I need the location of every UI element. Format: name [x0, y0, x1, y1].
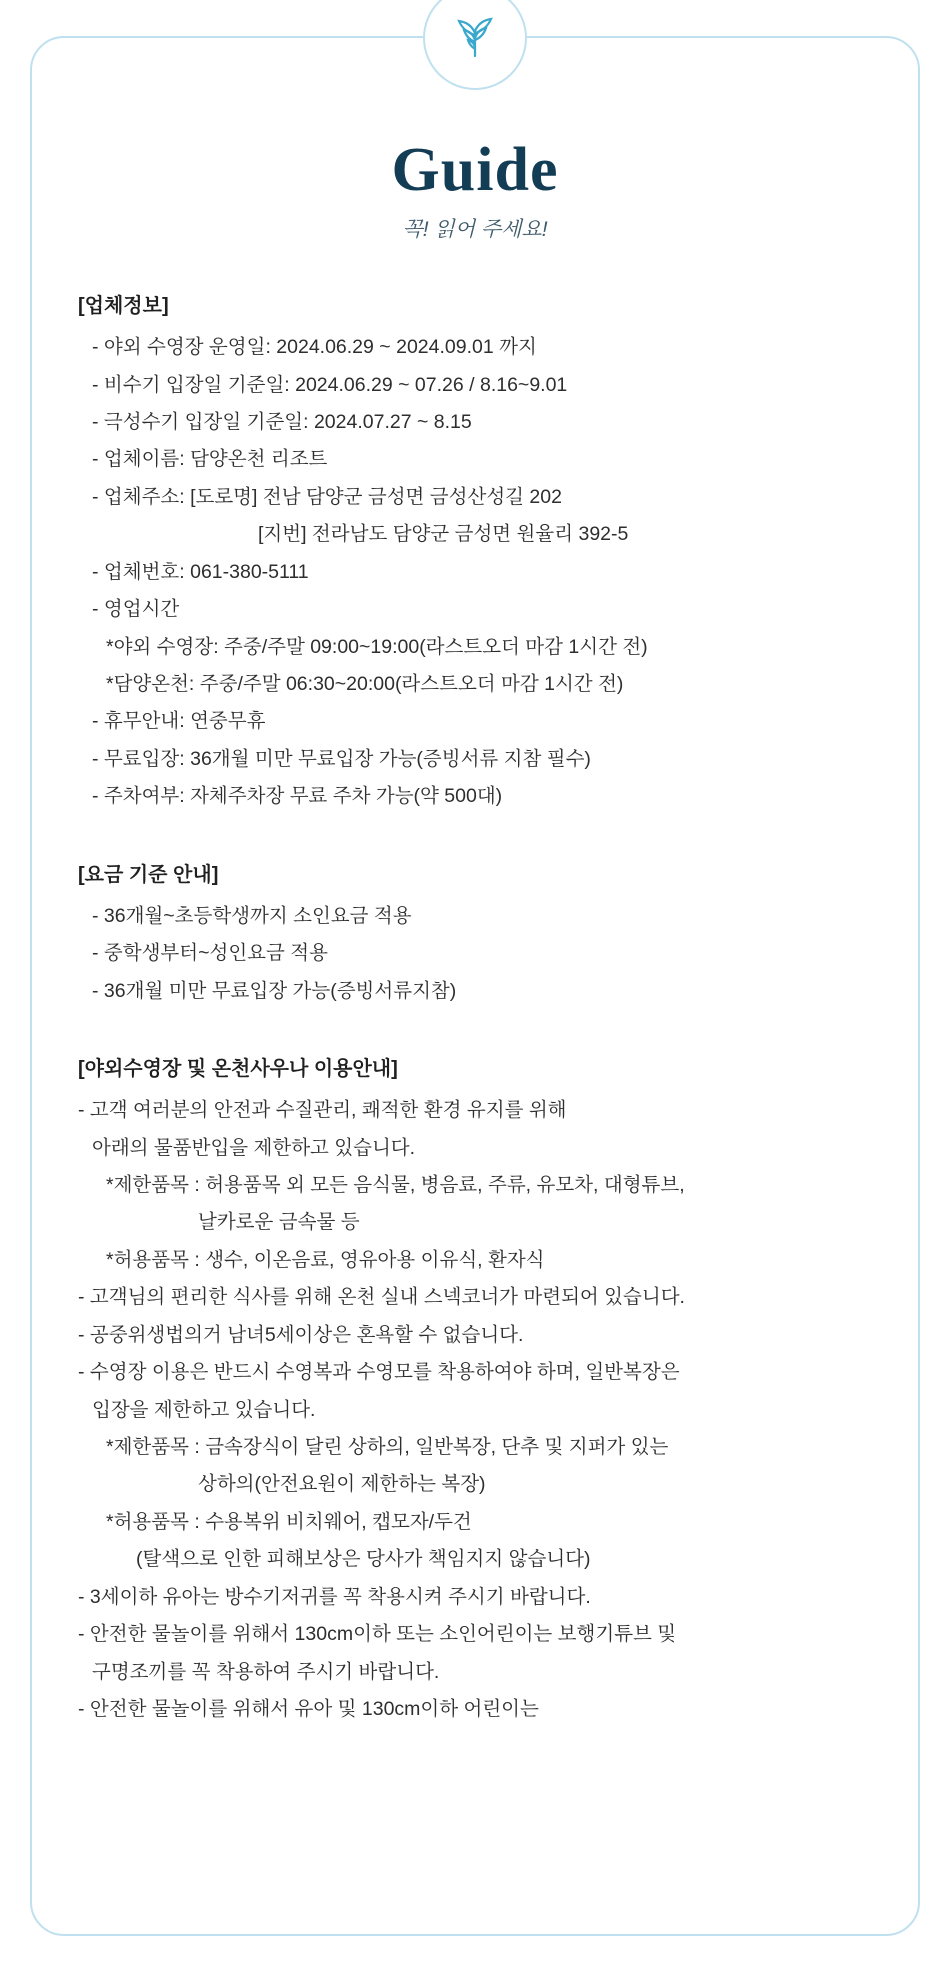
- info-line: - 36개월 미만 무료입장 가능(증빙서류지참): [92, 979, 457, 1002]
- info-line: - 36개월~초등학생까지 소인요금 적용: [92, 904, 412, 927]
- info-line: - 영업시간: [92, 598, 180, 621]
- info-line: - 업체이름: 담양온천 리조트: [92, 448, 328, 471]
- info-line: - 3세이하 유아는 방수기저귀를 꼭 착용시켜 주시기 바랍니다.: [78, 1585, 591, 1608]
- guide-content: [32, 243, 918, 1728]
- info-line: 날카로운 금속물 등: [198, 1211, 360, 1234]
- info-line: 상하의(안전요원이 제한하는 복장): [198, 1473, 486, 1496]
- info-line: - 고객 여러분의 안전과 수질관리, 쾌적한 환경 유지를 위해: [78, 1099, 567, 1122]
- page-title: Guide: [391, 136, 559, 204]
- spacer: [78, 1036, 872, 1050]
- info-line: *허용품목 : 생수, 이온음료, 영유아용 이유식, 환자식: [106, 1248, 545, 1271]
- info-line: - 주차여부: 자체주차장 무료 주차 가능(약 500대): [92, 785, 503, 808]
- info-line: 아래의 물품반입을 제한하고 있습니다.: [92, 1136, 416, 1159]
- section-heading: [요금 기준 안내]: [78, 863, 219, 886]
- info-line: [지번] 전라남도 담양군 금성면 원율리 392-5: [258, 523, 629, 546]
- info-line: *야외 수영장: 주중/주말 09:00~19:00(라스트오더 마감 1시간 전): [106, 635, 648, 658]
- info-line: *제한품목 : 금속장식이 달린 상하의, 일반복장, 단추 및 지퍼가 있는: [106, 1436, 669, 1459]
- section-heading: [업체정보]: [78, 295, 169, 318]
- info-line: - 무료입장: 36개월 미만 무료입장 가능(증빙서류 지참 필수): [92, 747, 591, 770]
- info-line: - 야외 수영장 운영일: 2024.06.29 ~ 2024.09.01 까지: [92, 336, 537, 359]
- page-subtitle: 꼭! 읽어 주세요!: [402, 218, 548, 242]
- info-line: - 안전한 물놀이를 위해서 130cm이하 또는 소인어린이는 보행기튜브 및: [78, 1623, 677, 1646]
- info-line: - 고객님의 편리한 식사를 위해 온천 실내 스넥코너가 마련되어 있습니다.: [78, 1286, 685, 1309]
- info-line: - 극성수기 입장일 기준일: 2024.07.27 ~ 8.15: [92, 410, 472, 433]
- section-business-info: [78, 287, 872, 816]
- info-line: (탈색으로 인한 피해보상은 당사가 책임지지 않습니다): [136, 1548, 591, 1571]
- info-line: - 휴무안내: 연중무휴: [92, 710, 266, 733]
- spacer: [78, 842, 872, 856]
- info-line: - 비수기 입장일 기준일: 2024.06.29 ~ 07.26 / 8.16~9.01: [92, 373, 568, 396]
- info-line: - 공중위생법의거 남녀5세이상은 혼욕할 수 없습니다.: [78, 1323, 524, 1346]
- bamboo-leaf-icon: [446, 9, 504, 67]
- info-line: *담양온천: 주중/주말 06:30~20:00(라스트오더 마감 1시간 전): [106, 673, 624, 696]
- info-line: *허용품목 : 수용복위 비치웨어, 캡모자/두건: [106, 1510, 472, 1533]
- info-line: - 업체주소: [도로명] 전남 담양군 금성면 금성산성길 202: [92, 485, 562, 508]
- info-line: - 중학생부터~성인요금 적용: [92, 942, 328, 965]
- section-heading: [야외수영장 및 온천사우나 이용안내]: [78, 1058, 398, 1081]
- section-usage-guide: [78, 1050, 872, 1728]
- info-line: - 업체번호: 061-380-5111: [92, 560, 309, 583]
- info-line: *제한품목 : 허용품목 외 모든 음식물, 병음료, 주류, 유모차, 대형튜브,: [106, 1173, 685, 1196]
- section-fee-guide: [78, 856, 872, 1010]
- info-line: - 수영장 이용은 반드시 수영복과 수영모를 착용하여야 하며, 일반복장은: [78, 1361, 680, 1384]
- info-line: - 안전한 물놀이를 위해서 유아 및 130cm이하 어린이는: [78, 1698, 539, 1721]
- info-line: 입장을 제한하고 있습니다.: [92, 1398, 316, 1421]
- guide-card: [30, 36, 920, 1936]
- info-line: 구명조끼를 꼭 착용하여 주시기 바랍니다.: [92, 1660, 440, 1683]
